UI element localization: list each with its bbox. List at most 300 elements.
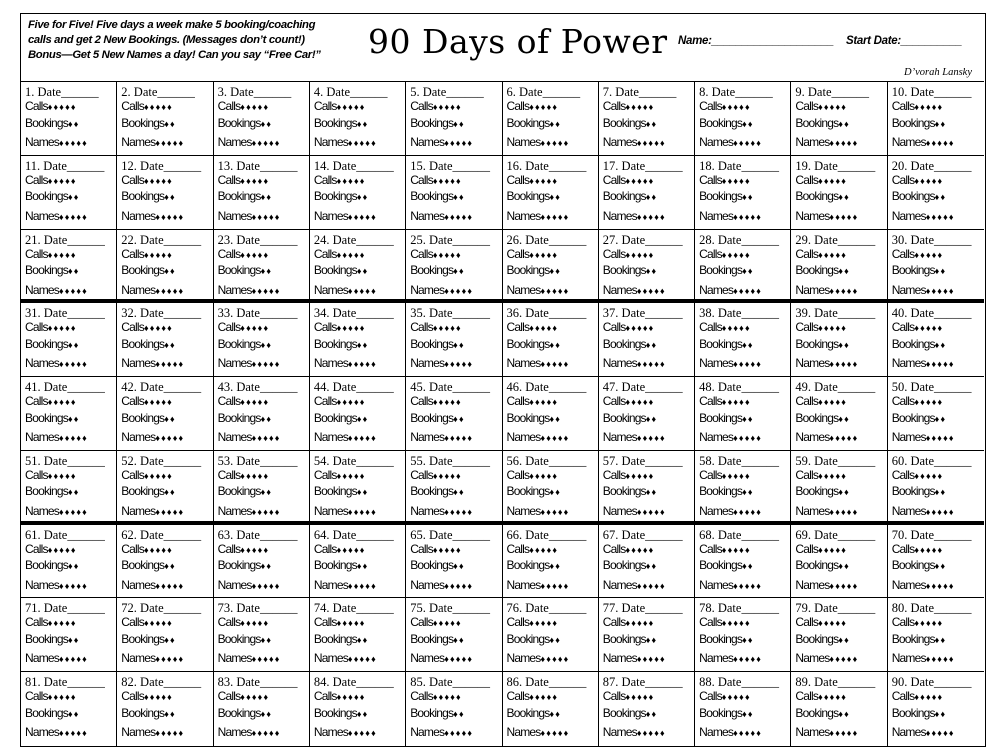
- day-date-line[interactable]: 16. Date______: [506, 158, 587, 173]
- day-date-line[interactable]: 32. Date______: [121, 306, 202, 321]
- names-checkboxes[interactable]: ♦♦♦♦♦: [636, 138, 666, 148]
- bookings-checkboxes[interactable]: ♦♦: [164, 561, 176, 572]
- bookings-checkboxes[interactable]: ♦♦: [742, 339, 754, 350]
- names-checkboxes[interactable]: ♦♦♦♦♦: [251, 138, 281, 148]
- bookings-checkboxes[interactable]: ♦♦: [67, 634, 80, 645]
- names-checkboxes[interactable]: ♦♦♦♦♦: [925, 728, 955, 739]
- bookings-checkboxes[interactable]: ♦♦: [742, 266, 754, 277]
- calls-checkboxes[interactable]: ♦♦♦♦♦: [625, 470, 655, 481]
- names-checkboxes[interactable]: ♦♦♦♦♦: [925, 359, 955, 370]
- names-checkboxes[interactable]: ♦♦♦♦♦: [347, 285, 377, 296]
- calls-checkboxes[interactable]: ♦♦♦♦♦: [818, 692, 848, 703]
- day-date-line[interactable]: 69. Date______: [795, 527, 876, 542]
- calls-checkboxes[interactable]: ♦♦♦♦♦: [336, 397, 366, 408]
- day-date-line[interactable]: 77. Date______: [602, 601, 683, 616]
- names-checkboxes[interactable]: ♦♦♦♦♦: [444, 285, 474, 296]
- calls-checkboxes[interactable]: ♦♦♦♦♦: [336, 544, 366, 555]
- bookings-checkboxes[interactable]: ♦♦: [260, 266, 273, 277]
- calls-checkboxes[interactable]: ♦♦♦♦♦: [240, 397, 270, 408]
- calls-checkboxes[interactable]: ♦♦♦♦♦: [625, 175, 655, 186]
- calls-checkboxes[interactable]: ♦♦♦♦♦: [529, 397, 559, 408]
- names-checkboxes[interactable]: ♦♦♦♦♦: [251, 580, 281, 591]
- calls-checkboxes[interactable]: ♦♦♦♦♦: [143, 470, 173, 481]
- names-checkboxes[interactable]: ♦♦♦♦♦: [59, 359, 88, 370]
- names-checkboxes[interactable]: ♦♦♦♦♦: [444, 433, 474, 444]
- names-checkboxes[interactable]: ♦♦♦♦♦: [925, 211, 955, 222]
- bookings-checkboxes[interactable]: ♦♦: [67, 708, 80, 719]
- bookings-checkboxes[interactable]: ♦♦: [260, 487, 273, 498]
- day-date-line[interactable]: 50. Date______: [891, 380, 972, 395]
- names-checkboxes[interactable]: ♦♦♦♦♦: [347, 138, 377, 148]
- names-checkboxes[interactable]: ♦♦♦♦♦: [251, 506, 281, 517]
- calls-checkboxes[interactable]: ♦♦♦♦♦: [143, 323, 173, 334]
- names-checkboxes[interactable]: ♦♦♦♦♦: [540, 580, 570, 591]
- names-checkboxes[interactable]: ♦♦♦♦♦: [59, 728, 88, 739]
- names-checkboxes[interactable]: ♦♦♦♦♦: [155, 138, 185, 148]
- calls-checkboxes[interactable]: ♦♦♦♦♦: [529, 544, 559, 555]
- day-date-line[interactable]: 68. Date______: [699, 527, 779, 542]
- calls-checkboxes[interactable]: ♦♦♦♦♦: [143, 175, 173, 186]
- names-checkboxes[interactable]: ♦♦♦♦♦: [155, 211, 185, 222]
- names-checkboxes[interactable]: ♦♦♦♦♦: [829, 138, 859, 148]
- calls-checkboxes[interactable]: ♦♦♦♦♦: [47, 249, 77, 260]
- calls-checkboxes[interactable]: ♦♦♦♦♦: [432, 618, 462, 629]
- calls-checkboxes[interactable]: ♦♦♦♦♦: [914, 249, 944, 260]
- calls-checkboxes[interactable]: ♦♦♦♦♦: [721, 249, 751, 260]
- calls-checkboxes[interactable]: ♦♦♦♦♦: [143, 544, 173, 555]
- bookings-checkboxes[interactable]: ♦♦: [164, 413, 176, 424]
- calls-checkboxes[interactable]: ♦♦♦♦♦: [240, 544, 270, 555]
- day-date-line[interactable]: 40. Date______: [891, 306, 972, 321]
- names-checkboxes[interactable]: ♦♦♦♦♦: [59, 285, 88, 296]
- day-date-line[interactable]: 46. Date______: [506, 380, 587, 395]
- bookings-checkboxes[interactable]: ♦♦: [164, 118, 176, 129]
- names-checkboxes[interactable]: ♦♦♦♦♦: [829, 285, 859, 296]
- calls-checkboxes[interactable]: ♦♦♦♦♦: [818, 618, 848, 629]
- bookings-checkboxes[interactable]: ♦♦: [67, 487, 80, 498]
- bookings-checkboxes[interactable]: ♦♦: [934, 266, 947, 277]
- names-checkboxes[interactable]: ♦♦♦♦♦: [155, 728, 185, 739]
- names-checkboxes[interactable]: ♦♦♦♦♦: [155, 506, 185, 517]
- names-checkboxes[interactable]: ♦♦♦♦♦: [540, 654, 570, 665]
- bookings-checkboxes[interactable]: ♦♦: [742, 192, 754, 203]
- bookings-checkboxes[interactable]: ♦♦: [549, 634, 562, 645]
- names-checkboxes[interactable]: ♦♦♦♦♦: [347, 211, 377, 222]
- calls-checkboxes[interactable]: ♦♦♦♦♦: [914, 618, 944, 629]
- bookings-checkboxes[interactable]: ♦♦: [356, 634, 369, 645]
- day-date-line[interactable]: 24. Date______: [313, 232, 394, 247]
- names-checkboxes[interactable]: ♦♦♦♦♦: [925, 580, 955, 591]
- day-date-line[interactable]: 48. Date______: [699, 380, 779, 395]
- day-date-line[interactable]: 71. Date______: [25, 601, 105, 616]
- bookings-checkboxes[interactable]: ♦♦: [453, 192, 465, 203]
- day-date-line[interactable]: 9. Date______: [795, 85, 869, 99]
- calls-checkboxes[interactable]: ♦♦♦♦♦: [143, 102, 173, 112]
- calls-checkboxes[interactable]: ♦♦♦♦♦: [432, 470, 462, 481]
- calls-checkboxes[interactable]: ♦♦♦♦♦: [432, 175, 462, 186]
- names-checkboxes[interactable]: ♦♦♦♦♦: [540, 728, 570, 739]
- names-checkboxes[interactable]: ♦♦♦♦♦: [925, 654, 955, 665]
- bookings-checkboxes[interactable]: ♦♦: [356, 192, 369, 203]
- day-date-line[interactable]: 84. Date______: [313, 675, 394, 690]
- calls-checkboxes[interactable]: ♦♦♦♦♦: [240, 175, 270, 186]
- calls-checkboxes[interactable]: ♦♦♦♦♦: [432, 249, 462, 260]
- calls-checkboxes[interactable]: ♦♦♦♦♦: [47, 618, 77, 629]
- calls-checkboxes[interactable]: ♦♦♦♦♦: [914, 175, 944, 186]
- name-blank[interactable]: ____________________: [711, 35, 834, 47]
- bookings-checkboxes[interactable]: ♦♦: [356, 561, 369, 572]
- calls-checkboxes[interactable]: ♦♦♦♦♦: [914, 692, 944, 703]
- bookings-checkboxes[interactable]: ♦♦: [838, 708, 850, 719]
- bookings-checkboxes[interactable]: ♦♦: [67, 266, 80, 277]
- calls-checkboxes[interactable]: ♦♦♦♦♦: [336, 249, 366, 260]
- bookings-checkboxes[interactable]: ♦♦: [356, 487, 369, 498]
- names-checkboxes[interactable]: ♦♦♦♦♦: [540, 211, 570, 222]
- calls-checkboxes[interactable]: ♦♦♦♦♦: [240, 470, 270, 481]
- bookings-checkboxes[interactable]: ♦♦: [838, 266, 850, 277]
- names-checkboxes[interactable]: ♦♦♦♦♦: [155, 285, 185, 296]
- bookings-checkboxes[interactable]: ♦♦: [67, 118, 80, 129]
- calls-checkboxes[interactable]: ♦♦♦♦♦: [240, 618, 270, 629]
- bookings-checkboxes[interactable]: ♦♦: [260, 561, 273, 572]
- day-date-line[interactable]: 21. Date______: [25, 232, 105, 247]
- names-checkboxes[interactable]: ♦♦♦♦♦: [636, 211, 666, 222]
- day-date-line[interactable]: 44. Date______: [313, 380, 394, 395]
- bookings-checkboxes[interactable]: ♦♦: [838, 339, 850, 350]
- names-checkboxes[interactable]: ♦♦♦♦♦: [540, 138, 570, 148]
- day-date-line[interactable]: 47. Date______: [602, 380, 683, 395]
- bookings-checkboxes[interactable]: ♦♦: [453, 708, 465, 719]
- names-checkboxes[interactable]: ♦♦♦♦♦: [444, 654, 474, 665]
- day-date-line[interactable]: 76. Date______: [506, 601, 587, 616]
- calls-checkboxes[interactable]: ♦♦♦♦♦: [336, 102, 366, 112]
- names-checkboxes[interactable]: ♦♦♦♦♦: [829, 433, 859, 444]
- names-checkboxes[interactable]: ♦♦♦♦♦: [636, 580, 666, 591]
- day-date-line[interactable]: 10. Date______: [891, 85, 972, 99]
- day-date-line[interactable]: 18. Date______: [699, 158, 779, 173]
- calls-checkboxes[interactable]: ♦♦♦♦♦: [625, 249, 655, 260]
- names-checkboxes[interactable]: ♦♦♦♦♦: [444, 728, 474, 739]
- day-date-line[interactable]: 26. Date______: [506, 232, 587, 247]
- bookings-checkboxes[interactable]: ♦♦: [260, 118, 273, 129]
- bookings-checkboxes[interactable]: ♦♦: [453, 118, 465, 129]
- day-date-line[interactable]: 15. Date______: [410, 158, 491, 173]
- day-date-line[interactable]: 5. Date______: [410, 85, 484, 99]
- calls-checkboxes[interactable]: ♦♦♦♦♦: [432, 323, 462, 334]
- day-date-line[interactable]: 11. Date______: [25, 158, 105, 173]
- calls-checkboxes[interactable]: ♦♦♦♦♦: [432, 397, 462, 408]
- bookings-checkboxes[interactable]: ♦♦: [164, 708, 176, 719]
- names-checkboxes[interactable]: ♦♦♦♦♦: [59, 506, 88, 517]
- calls-checkboxes[interactable]: ♦♦♦♦♦: [143, 397, 173, 408]
- day-date-line[interactable]: 1. Date______: [25, 85, 99, 99]
- bookings-checkboxes[interactable]: ♦♦: [549, 413, 562, 424]
- calls-checkboxes[interactable]: ♦♦♦♦♦: [47, 397, 77, 408]
- bookings-checkboxes[interactable]: ♦♦: [934, 708, 947, 719]
- day-date-line[interactable]: 4. Date______: [313, 85, 388, 99]
- calls-checkboxes[interactable]: ♦♦♦♦♦: [721, 175, 751, 186]
- day-date-line[interactable]: 83. Date______: [217, 675, 298, 690]
- calls-checkboxes[interactable]: ♦♦♦♦♦: [336, 618, 366, 629]
- calls-checkboxes[interactable]: ♦♦♦♦♦: [721, 323, 751, 334]
- bookings-checkboxes[interactable]: ♦♦: [260, 634, 273, 645]
- names-checkboxes[interactable]: ♦♦♦♦♦: [636, 654, 666, 665]
- day-date-line[interactable]: 8. Date______: [699, 85, 773, 99]
- calls-checkboxes[interactable]: ♦♦♦♦♦: [529, 470, 559, 481]
- names-checkboxes[interactable]: ♦♦♦♦♦: [347, 728, 377, 739]
- calls-checkboxes[interactable]: ♦♦♦♦♦: [818, 470, 848, 481]
- bookings-checkboxes[interactable]: ♦♦: [934, 561, 947, 572]
- bookings-checkboxes[interactable]: ♦♦: [742, 634, 754, 645]
- names-checkboxes[interactable]: ♦♦♦♦♦: [59, 138, 88, 148]
- day-date-line[interactable]: 61. Date______: [25, 527, 105, 542]
- calls-checkboxes[interactable]: ♦♦♦♦♦: [914, 470, 944, 481]
- calls-checkboxes[interactable]: ♦♦♦♦♦: [240, 323, 270, 334]
- day-date-line[interactable]: 31. Date______: [25, 306, 105, 321]
- bookings-checkboxes[interactable]: ♦♦: [645, 487, 658, 498]
- names-checkboxes[interactable]: ♦♦♦♦♦: [733, 654, 763, 665]
- day-date-line[interactable]: 38. Date______: [699, 306, 779, 321]
- day-date-line[interactable]: 60. Date______: [891, 453, 972, 468]
- day-date-line[interactable]: 39. Date______: [795, 306, 876, 321]
- bookings-checkboxes[interactable]: ♦♦: [164, 634, 176, 645]
- day-date-line[interactable]: 30. Date______: [891, 232, 972, 247]
- day-date-line[interactable]: 3. Date______: [217, 85, 292, 99]
- names-checkboxes[interactable]: ♦♦♦♦♦: [925, 433, 955, 444]
- names-checkboxes[interactable]: ♦♦♦♦♦: [829, 506, 859, 517]
- calls-checkboxes[interactable]: ♦♦♦♦♦: [818, 175, 848, 186]
- names-checkboxes[interactable]: ♦♦♦♦♦: [251, 728, 281, 739]
- day-date-line[interactable]: 6. Date______: [506, 85, 581, 99]
- bookings-checkboxes[interactable]: ♦♦: [67, 413, 80, 424]
- day-date-line[interactable]: 51. Date______: [25, 453, 105, 468]
- names-checkboxes[interactable]: ♦♦♦♦♦: [733, 138, 763, 148]
- names-checkboxes[interactable]: ♦♦♦♦♦: [636, 359, 666, 370]
- names-checkboxes[interactable]: ♦♦♦♦♦: [540, 433, 570, 444]
- names-checkboxes[interactable]: ♦♦♦♦♦: [59, 433, 88, 444]
- day-date-line[interactable]: 80. Date______: [891, 601, 972, 616]
- bookings-checkboxes[interactable]: ♦♦: [838, 413, 850, 424]
- bookings-checkboxes[interactable]: ♦♦: [934, 413, 947, 424]
- calls-checkboxes[interactable]: ♦♦♦♦♦: [432, 102, 462, 112]
- bookings-checkboxes[interactable]: ♦♦: [742, 708, 754, 719]
- bookings-checkboxes[interactable]: ♦♦: [934, 192, 947, 203]
- bookings-checkboxes[interactable]: ♦♦: [645, 634, 658, 645]
- names-checkboxes[interactable]: ♦♦♦♦♦: [444, 506, 474, 517]
- bookings-checkboxes[interactable]: ♦♦: [645, 266, 658, 277]
- bookings-checkboxes[interactable]: ♦♦: [838, 192, 850, 203]
- bookings-checkboxes[interactable]: ♦♦: [549, 118, 562, 129]
- bookings-checkboxes[interactable]: ♦♦: [645, 339, 658, 350]
- calls-checkboxes[interactable]: ♦♦♦♦♦: [240, 692, 270, 703]
- calls-checkboxes[interactable]: ♦♦♦♦♦: [914, 102, 944, 112]
- start-date-field[interactable]: [846, 35, 962, 47]
- calls-checkboxes[interactable]: ♦♦♦♦♦: [529, 323, 559, 334]
- names-checkboxes[interactable]: ♦♦♦♦♦: [251, 433, 281, 444]
- day-date-line[interactable]: 37. Date______: [602, 306, 683, 321]
- calls-checkboxes[interactable]: ♦♦♦♦♦: [143, 692, 173, 703]
- day-date-line[interactable]: 57. Date______: [602, 453, 683, 468]
- day-date-line[interactable]: 43. Date______: [217, 380, 298, 395]
- bookings-checkboxes[interactable]: ♦♦: [934, 634, 947, 645]
- calls-checkboxes[interactable]: ♦♦♦♦♦: [240, 249, 270, 260]
- calls-checkboxes[interactable]: ♦♦♦♦♦: [818, 323, 848, 334]
- calls-checkboxes[interactable]: ♦♦♦♦♦: [721, 544, 751, 555]
- names-checkboxes[interactable]: ♦♦♦♦♦: [347, 580, 377, 591]
- calls-checkboxes[interactable]: ♦♦♦♦♦: [721, 397, 751, 408]
- day-date-line[interactable]: 17. Date______: [602, 158, 683, 173]
- day-date-line[interactable]: 79. Date______: [795, 601, 876, 616]
- day-date-line[interactable]: 62. Date______: [121, 527, 202, 542]
- bookings-checkboxes[interactable]: ♦♦: [164, 192, 176, 203]
- names-checkboxes[interactable]: ♦♦♦♦♦: [636, 433, 666, 444]
- calls-checkboxes[interactable]: ♦♦♦♦♦: [818, 544, 848, 555]
- calls-checkboxes[interactable]: ♦♦♦♦♦: [721, 470, 751, 481]
- day-date-line[interactable]: 59. Date______: [795, 453, 876, 468]
- calls-checkboxes[interactable]: ♦♦♦♦♦: [721, 618, 751, 629]
- names-checkboxes[interactable]: ♦♦♦♦♦: [829, 728, 859, 739]
- day-date-line[interactable]: 53. Date______: [217, 453, 298, 468]
- names-checkboxes[interactable]: ♦♦♦♦♦: [636, 285, 666, 296]
- names-checkboxes[interactable]: ♦♦♦♦♦: [733, 506, 763, 517]
- bookings-checkboxes[interactable]: ♦♦: [549, 561, 562, 572]
- bookings-checkboxes[interactable]: ♦♦: [453, 266, 465, 277]
- names-checkboxes[interactable]: ♦♦♦♦♦: [155, 580, 185, 591]
- bookings-checkboxes[interactable]: ♦♦: [453, 413, 465, 424]
- day-date-line[interactable]: 36. Date______: [506, 306, 587, 321]
- names-checkboxes[interactable]: ♦♦♦♦♦: [636, 506, 666, 517]
- day-date-line[interactable]: 33. Date______: [217, 306, 298, 321]
- bookings-checkboxes[interactable]: ♦♦: [453, 634, 465, 645]
- names-checkboxes[interactable]: ♦♦♦♦♦: [733, 285, 763, 296]
- calls-checkboxes[interactable]: ♦♦♦♦♦: [432, 692, 462, 703]
- day-date-line[interactable]: 35. Date______: [410, 306, 491, 321]
- bookings-checkboxes[interactable]: ♦♦: [453, 487, 465, 498]
- calls-checkboxes[interactable]: ♦♦♦♦♦: [625, 323, 655, 334]
- bookings-checkboxes[interactable]: ♦♦: [164, 266, 176, 277]
- names-checkboxes[interactable]: ♦♦♦♦♦: [540, 359, 570, 370]
- day-date-line[interactable]: 45. Date______: [410, 380, 491, 395]
- bookings-checkboxes[interactable]: ♦♦: [549, 708, 562, 719]
- bookings-checkboxes[interactable]: ♦♦: [645, 192, 658, 203]
- day-date-line[interactable]: 12. Date______: [121, 158, 202, 173]
- bookings-checkboxes[interactable]: ♦♦: [645, 118, 658, 129]
- bookings-checkboxes[interactable]: ♦♦: [260, 192, 273, 203]
- calls-checkboxes[interactable]: ♦♦♦♦♦: [914, 323, 944, 334]
- calls-checkboxes[interactable]: ♦♦♦♦♦: [47, 175, 77, 186]
- day-date-line[interactable]: 72. Date______: [121, 601, 202, 616]
- calls-checkboxes[interactable]: ♦♦♦♦♦: [625, 102, 655, 112]
- names-checkboxes[interactable]: ♦♦♦♦♦: [155, 433, 185, 444]
- names-checkboxes[interactable]: ♦♦♦♦♦: [829, 359, 859, 370]
- day-date-line[interactable]: 49. Date______: [795, 380, 876, 395]
- day-date-line[interactable]: 58. Date______: [699, 453, 779, 468]
- day-date-line[interactable]: 85. Date______: [410, 675, 491, 690]
- bookings-checkboxes[interactable]: ♦♦: [164, 487, 176, 498]
- calls-checkboxes[interactable]: ♦♦♦♦♦: [143, 618, 173, 629]
- bookings-checkboxes[interactable]: ♦♦: [260, 339, 273, 350]
- day-date-line[interactable]: 41. Date______: [25, 380, 105, 395]
- bookings-checkboxes[interactable]: ♦♦: [645, 708, 658, 719]
- names-checkboxes[interactable]: ♦♦♦♦♦: [636, 728, 666, 739]
- calls-checkboxes[interactable]: ♦♦♦♦♦: [818, 102, 848, 112]
- calls-checkboxes[interactable]: ♦♦♦♦♦: [721, 692, 751, 703]
- day-date-line[interactable]: 86. Date______: [506, 675, 587, 690]
- calls-checkboxes[interactable]: ♦♦♦♦♦: [721, 102, 751, 112]
- bookings-checkboxes[interactable]: ♦♦: [838, 487, 850, 498]
- day-date-line[interactable]: 25. Date______: [410, 232, 491, 247]
- day-date-line[interactable]: 87. Date______: [602, 675, 683, 690]
- calls-checkboxes[interactable]: ♦♦♦♦♦: [47, 470, 77, 481]
- day-date-line[interactable]: 7. Date______: [602, 85, 677, 99]
- names-checkboxes[interactable]: ♦♦♦♦♦: [733, 211, 763, 222]
- day-date-line[interactable]: 75. Date______: [410, 601, 491, 616]
- bookings-checkboxes[interactable]: ♦♦: [356, 339, 369, 350]
- bookings-checkboxes[interactable]: ♦♦: [260, 413, 273, 424]
- names-checkboxes[interactable]: ♦♦♦♦♦: [733, 580, 763, 591]
- names-checkboxes[interactable]: ♦♦♦♦♦: [540, 506, 570, 517]
- names-checkboxes[interactable]: ♦♦♦♦♦: [59, 654, 88, 665]
- bookings-checkboxes[interactable]: ♦♦: [742, 561, 754, 572]
- calls-checkboxes[interactable]: ♦♦♦♦♦: [914, 397, 944, 408]
- calls-checkboxes[interactable]: ♦♦♦♦♦: [529, 692, 559, 703]
- start-date-blank[interactable]: __________: [900, 35, 962, 47]
- day-date-line[interactable]: 89. Date______: [795, 675, 876, 690]
- names-checkboxes[interactable]: ♦♦♦♦♦: [733, 433, 763, 444]
- day-date-line[interactable]: 19. Date______: [795, 158, 876, 173]
- day-date-line[interactable]: 56. Date______: [506, 453, 587, 468]
- names-checkboxes[interactable]: ♦♦♦♦♦: [829, 211, 859, 222]
- day-date-line[interactable]: 55. Date______: [410, 453, 491, 468]
- day-date-line[interactable]: 20. Date______: [891, 158, 972, 173]
- day-date-line[interactable]: 67. Date______: [602, 527, 683, 542]
- bookings-checkboxes[interactable]: ♦♦: [645, 561, 658, 572]
- day-date-line[interactable]: 74. Date______: [313, 601, 394, 616]
- day-date-line[interactable]: 66. Date______: [506, 527, 587, 542]
- bookings-checkboxes[interactable]: ♦♦: [549, 487, 562, 498]
- bookings-checkboxes[interactable]: ♦♦: [838, 118, 850, 129]
- calls-checkboxes[interactable]: ♦♦♦♦♦: [529, 175, 559, 186]
- bookings-checkboxes[interactable]: ♦♦: [356, 266, 369, 277]
- bookings-checkboxes[interactable]: ♦♦: [838, 634, 850, 645]
- calls-checkboxes[interactable]: ♦♦♦♦♦: [336, 470, 366, 481]
- bookings-checkboxes[interactable]: ♦♦: [67, 339, 80, 350]
- day-date-line[interactable]: 73. Date______: [217, 601, 298, 616]
- day-date-line[interactable]: 52. Date______: [121, 453, 202, 468]
- calls-checkboxes[interactable]: ♦♦♦♦♦: [47, 544, 77, 555]
- bookings-checkboxes[interactable]: ♦♦: [742, 487, 754, 498]
- calls-checkboxes[interactable]: ♦♦♦♦♦: [914, 544, 944, 555]
- day-date-line[interactable]: 78. Date______: [699, 601, 779, 616]
- calls-checkboxes[interactable]: ♦♦♦♦♦: [625, 544, 655, 555]
- names-checkboxes[interactable]: ♦♦♦♦♦: [347, 433, 377, 444]
- name-field[interactable]: [678, 35, 834, 47]
- day-date-line[interactable]: 34. Date______: [313, 306, 394, 321]
- day-date-line[interactable]: 63. Date______: [217, 527, 298, 542]
- names-checkboxes[interactable]: ♦♦♦♦♦: [444, 138, 474, 148]
- names-checkboxes[interactable]: ♦♦♦♦♦: [925, 285, 955, 296]
- names-checkboxes[interactable]: ♦♦♦♦♦: [59, 211, 88, 222]
- names-checkboxes[interactable]: ♦♦♦♦♦: [829, 580, 859, 591]
- bookings-checkboxes[interactable]: ♦♦: [934, 339, 947, 350]
- day-date-line[interactable]: 22. Date______: [121, 232, 202, 247]
- day-date-line[interactable]: 13. Date______: [217, 158, 298, 173]
- calls-checkboxes[interactable]: ♦♦♦♦♦: [336, 692, 366, 703]
- calls-checkboxes[interactable]: ♦♦♦♦♦: [529, 618, 559, 629]
- names-checkboxes[interactable]: ♦♦♦♦♦: [347, 359, 377, 370]
- day-date-line[interactable]: 82. Date______: [121, 675, 202, 690]
- day-date-line[interactable]: 65. Date______: [410, 527, 491, 542]
